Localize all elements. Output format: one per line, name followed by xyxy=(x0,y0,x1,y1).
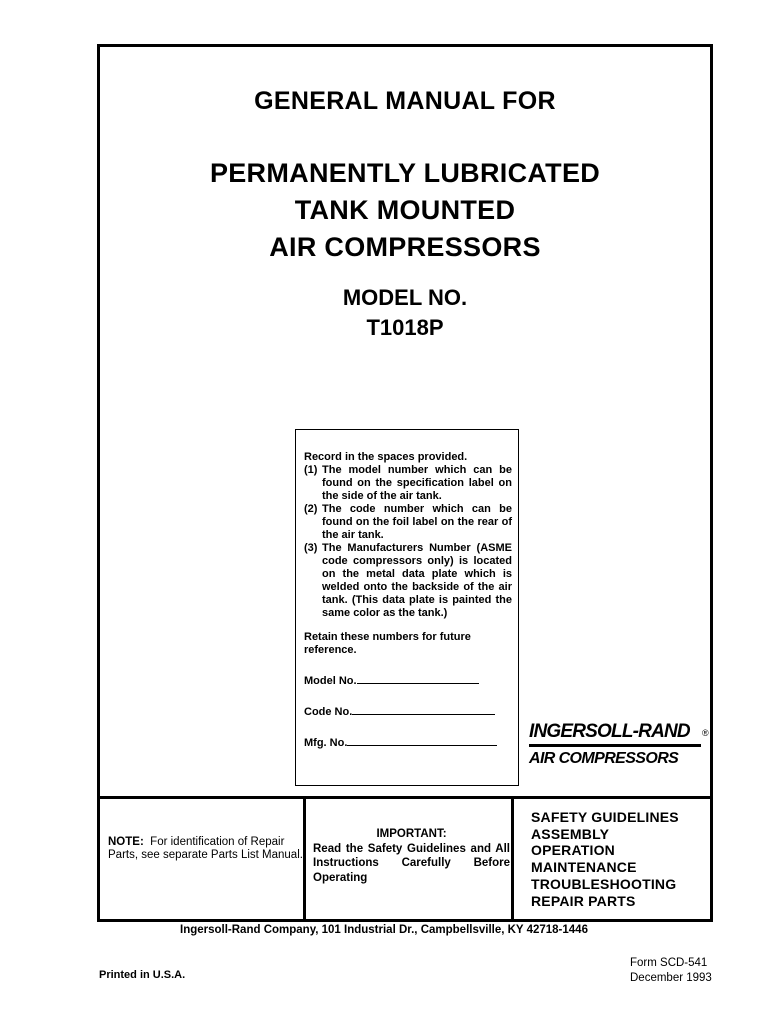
section-repair-parts: REPAIR PARTS xyxy=(531,892,636,909)
title-line: PERMANENTLY LUBRICATED xyxy=(209,158,601,188)
record-item-text: The Manufacturers Number (ASME code compressors only) is located on the metal data plate which is welded onto the backside of the air tank. (This data plate is painted the same color as the tank.) xyxy=(322,542,512,619)
section-maintenance: MAINTENANCE xyxy=(531,859,637,876)
mfg-no-field xyxy=(304,735,512,750)
mfg-no-blank xyxy=(347,735,497,746)
cover-frame xyxy=(97,44,713,922)
record-item-number: (3) xyxy=(304,542,318,554)
record-list xyxy=(304,464,512,620)
registered-mark: ® xyxy=(702,728,709,738)
record-box xyxy=(295,429,519,786)
printed-in: Printed in U.S.A. xyxy=(99,969,186,981)
model-no-field xyxy=(304,673,512,688)
code-no-blank xyxy=(352,704,495,715)
section-safety-guidelines: SAFETY GUIDELINES xyxy=(531,809,679,825)
model-no-blank xyxy=(357,673,479,684)
title-general-manual: GENERAL MANUAL FOR xyxy=(254,87,556,115)
brand-logo xyxy=(529,721,709,773)
form-info xyxy=(630,956,712,986)
section-assembly: ASSEMBLY xyxy=(531,825,610,842)
model-no-label: Model No. xyxy=(304,675,357,687)
note-cell xyxy=(108,799,303,919)
record-item xyxy=(304,503,512,542)
title-line: AIR COMPRESSORS xyxy=(269,232,541,262)
code-no-field xyxy=(304,704,512,719)
record-item-text: The model number which can be found on the specification label on the side of the air tank. xyxy=(322,464,512,502)
model-block xyxy=(100,283,710,343)
form-number: Form SCD-541 xyxy=(630,957,708,969)
column-divider xyxy=(303,799,306,919)
section-troubleshooting: TROUBLESHOOTING xyxy=(531,875,677,892)
company-address: Ingersoll-Rand Company, 101 Industrial Dr., Campbellsville, KY 42718-1446 xyxy=(180,924,588,936)
record-intro: Record in the spaces provided. xyxy=(304,451,468,463)
important-text: Read the Safety Guidelines and All Instructions Carefully Before Operating xyxy=(313,842,510,884)
note-label: NOTE: xyxy=(108,836,144,848)
retain-note: Retain these numbers for future reference. xyxy=(304,631,471,656)
code-no-label: Code No. xyxy=(304,706,353,718)
sections-cell xyxy=(531,799,709,919)
note-text: For identification of Repair Parts, see separate Parts List Manual. xyxy=(108,836,303,861)
column-divider xyxy=(511,799,514,919)
mfg-no-label: Mfg. No. xyxy=(304,737,348,749)
important-heading: IMPORTANT: xyxy=(376,828,447,840)
brand-subtitle: AIR COMPRESSORS xyxy=(529,750,679,767)
record-item xyxy=(304,464,512,503)
brand-name: INGERSOLL-RAND xyxy=(529,721,690,742)
record-item-text: The code number which can be found on the foil label on the rear of the air tank. xyxy=(322,503,512,541)
record-item xyxy=(304,542,512,620)
bottom-panel xyxy=(100,796,710,919)
brand-rule xyxy=(529,744,701,747)
record-item-number: (1) xyxy=(304,464,318,476)
form-date: December 1993 xyxy=(630,972,712,984)
important-cell xyxy=(313,799,510,919)
model-label: MODEL NO. xyxy=(342,285,468,310)
record-item-number: (2) xyxy=(304,503,318,515)
section-operation: OPERATION xyxy=(531,842,615,859)
title-product xyxy=(100,155,710,266)
model-number: T1018P xyxy=(366,315,444,340)
title-line: TANK MOUNTED xyxy=(294,195,516,225)
